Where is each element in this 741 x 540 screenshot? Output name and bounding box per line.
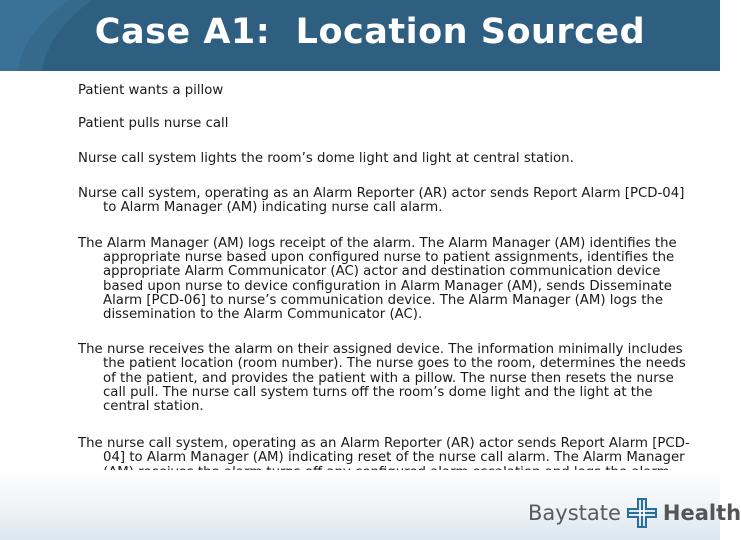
title-bar — [0, 0, 720, 71]
paragraph-5: The Alarm Manager (AM) logs receipt of the alarm. The Alarm Manager (AM) identifies the appropriate nurse based upon configured nurse to patient assignments, identifies the appropriate Alarm Communicator (AC) actor and destination communication device based upon nurse to device configuration in Alarm Manager (AM), sends Disseminate Alarm [PCD-06] to nurse’s communication device. The Alarm Manager (AM) logs the dissemination to the Alarm Communicator (AC). — [78, 236, 677, 323]
slide-body — [78, 84, 690, 480]
paragraph-6: The nurse receives the alarm on their assigned device. The information minimally includes the patient location (room number). The nurse goes to the room, determines the needs of the patient, and provides the patient with a pillow. The nurse then resets the nurse call pull. The nurse call system turns off the room’s dome light and the light at the central station. — [78, 342, 686, 415]
logo-word-baystate: Baystate — [528, 501, 621, 525]
paragraph-2: Patient pulls nurse call — [78, 116, 229, 132]
paragraph-4: Nurse call system, operating as an Alarm Reporter (AR) actor sends Report Alarm [PCD-04] to Alarm Manager (AM) indicating nurse call alarm. — [78, 185, 685, 215]
paragraph-3: Nurse call system lights the room’s dome light and light at central station. — [78, 151, 574, 167]
logo-word-health: Health — [662, 501, 741, 525]
paragraph-7: The nurse call system, operating as an Alarm Reporter (AR) actor sends Report Alarm [PCD-04] to Alarm Manager (AM) indicating reset of the nurse call alarm. The Alarm Manager — [78, 436, 690, 466]
baystate-health-logo — [528, 498, 741, 528]
paragraph-1: Patient wants a pillow — [78, 83, 224, 98]
slide-title: Case A1: Location Sourced — [94, 12, 646, 52]
baystate-cross-icon — [627, 498, 657, 528]
